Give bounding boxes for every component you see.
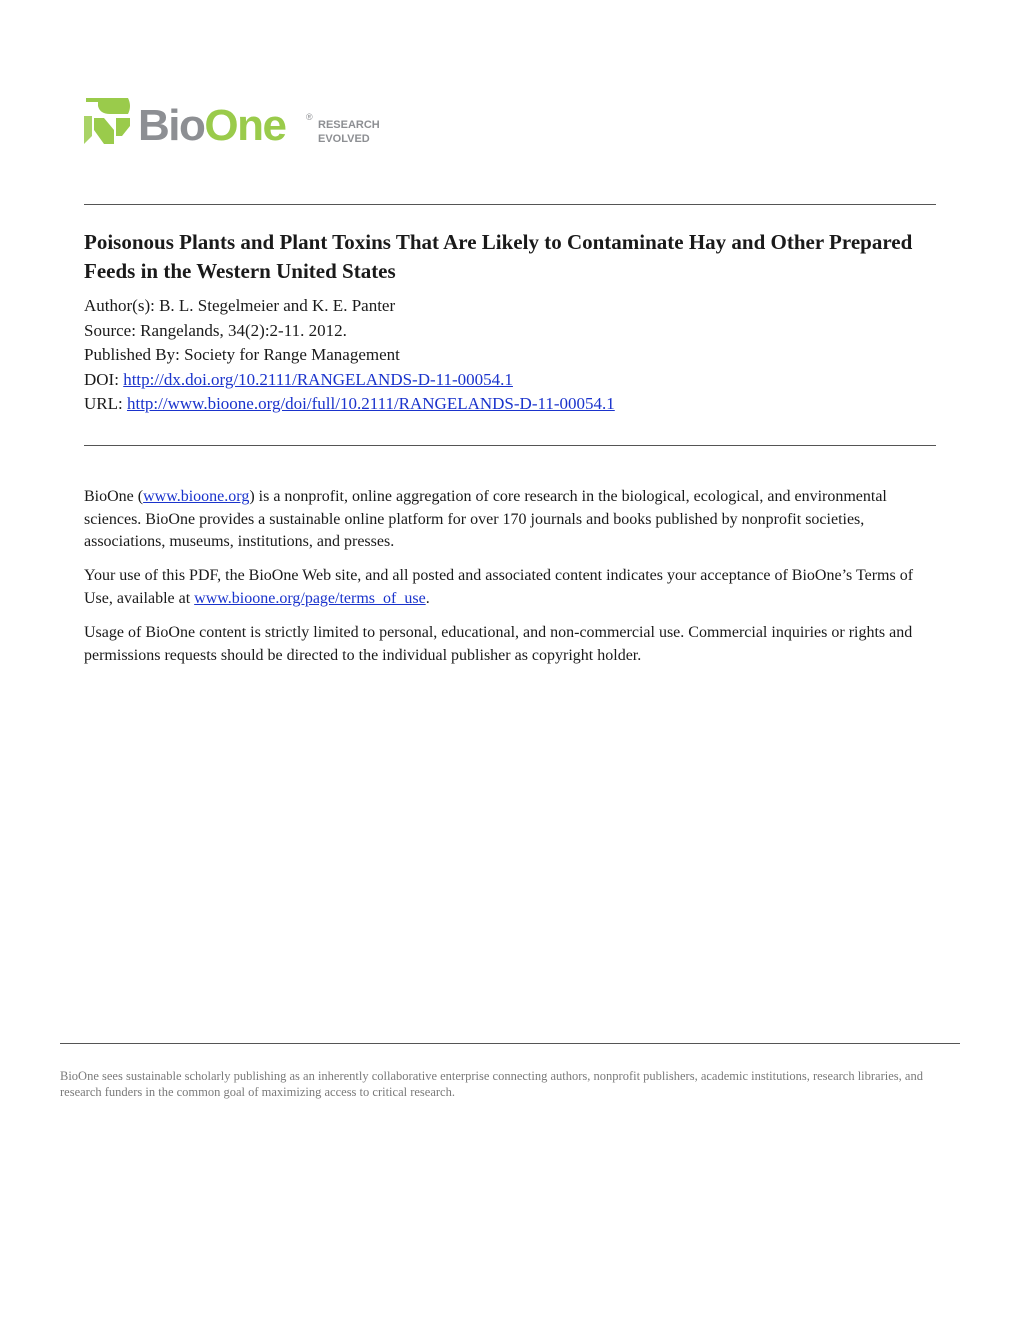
brand-bio: Bio	[138, 101, 205, 150]
footer-statement: BioOne sees sustainable scholarly publishing as an inherently collaborative enterprise connecting authors, nonprofit publishers, academic institutions, research libraries, and research funders in the common goal of maximizing access to critical research.	[60, 1069, 923, 1099]
doi-label: DOI:	[84, 369, 124, 389]
doi-line	[84, 368, 944, 393]
bioone-site-link[interactable]: www.bioone.org	[143, 488, 250, 505]
footer-divider	[60, 1043, 960, 1044]
url-line	[84, 392, 944, 417]
article-metadata	[84, 294, 944, 417]
article-title: Poisonous Plants and Plant Toxins That Are Likely to Contaminate Hay and Other Prepared Feeds in the Western United States	[84, 230, 913, 283]
about-text-start: BioOne (	[84, 488, 144, 505]
article-source: Source: Rangelands, 34(2):2-11. 2012.	[84, 320, 347, 340]
url-link[interactable]: http://www.bioone.org/doi/full/10.2111/RANGELANDS-D-11-00054.1	[126, 394, 615, 413]
about-bioone-paragraph	[84, 486, 944, 554]
tagline-evolved: EVOLVED	[318, 133, 370, 145]
brand-one: One	[204, 101, 286, 150]
article-authors: Author(s): B. L. Stegelmeier and K. E. Panter	[84, 296, 396, 315]
tagline-research: RESEARCH	[318, 119, 380, 131]
registered-mark: ®	[306, 112, 313, 122]
leaf-mark-icon	[84, 98, 130, 144]
article-publisher: Published By: Society for Range Management	[84, 345, 400, 364]
terms-of-use-link[interactable]: www.bioone.org/page/terms_of_use	[194, 589, 426, 607]
about-text-end: ) is a nonprofit, online aggregation of core research in the biological, ecological, and environmental sciences. BioOne provides a sustainable online platform for over 170 journals and books published by nonprofit societies, associations, museums, institutions, and presses.	[84, 488, 887, 550]
usage-paragraph: Usage of BioOne content is strictly limited to personal, educational, and non-commercial use. Commercial inquiries or rights and permissions requests should be directed to the individual publisher as copyright holder.	[84, 624, 913, 664]
terms-of-use-paragraph	[84, 565, 944, 610]
doi-link[interactable]: http://dx.doi.org/10.2111/RANGELANDS-D-11-00054.1	[123, 369, 513, 389]
url-label: URL:	[84, 394, 127, 413]
terms-text-end: .	[425, 589, 430, 607]
brand-wordmark	[138, 101, 285, 150]
bioone-logo[interactable]	[84, 96, 404, 150]
middle-divider	[84, 445, 936, 446]
terms-text-start: Your use of this PDF, the BioOne Web site, and all posted and associated content indicates your acceptance of BioOne’s Terms of Use, available at	[84, 567, 914, 607]
top-divider	[84, 204, 936, 205]
